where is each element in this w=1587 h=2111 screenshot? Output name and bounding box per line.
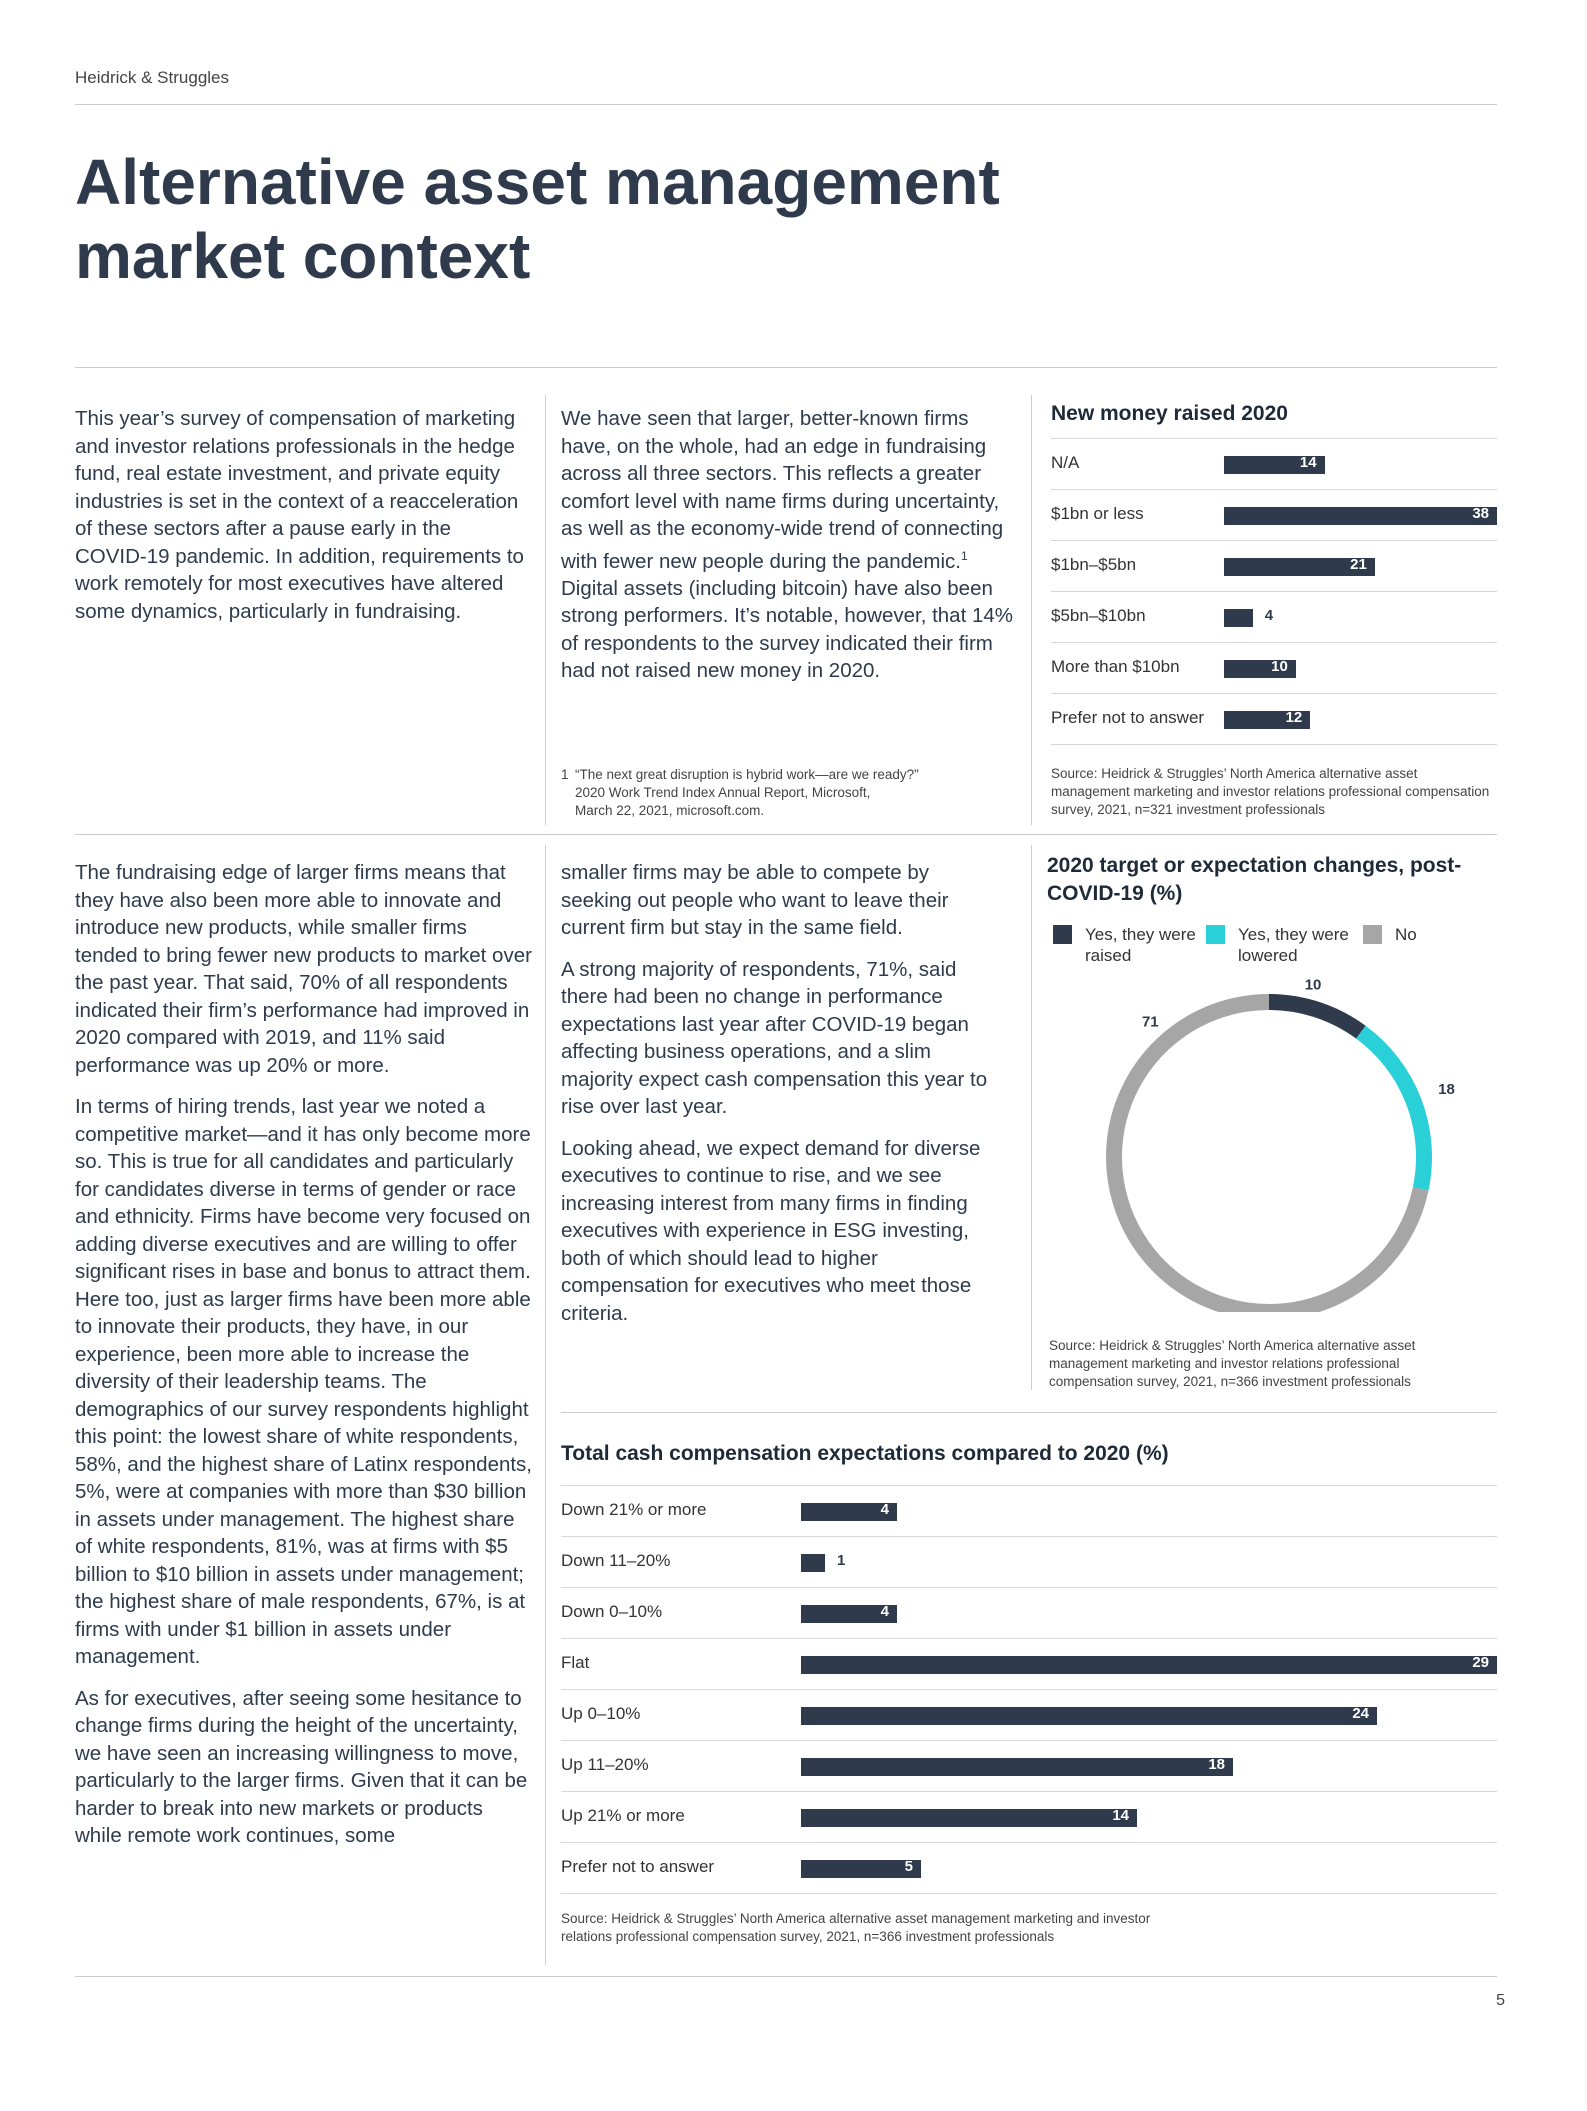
paragraph: smaller firms may be able to compete by seeking out people who want to leave their current firm but stay in the same field.: [561, 861, 949, 939]
donut-value-label: 18: [1438, 1081, 1455, 1099]
bar-row: [561, 1537, 1497, 1588]
section-divider-top: [75, 367, 1497, 368]
page-title: [75, 145, 1075, 293]
legend-swatch: [1206, 925, 1225, 944]
bar-row: [561, 1588, 1497, 1639]
bar-row: [1051, 643, 1497, 694]
bar-row: [561, 1639, 1497, 1690]
brand-name: Heidrick & Struggles: [75, 68, 230, 87]
bar-value: 21: [1350, 556, 1367, 573]
section-divider-middle: [75, 834, 1497, 835]
chart-title: New money raised 2020: [1051, 402, 1288, 425]
page-number: 5: [1496, 1992, 1505, 2009]
bar: [1224, 609, 1253, 627]
fundraising-paragraph: We have seen that larger, better-known firms have, on the whole, had an edge in fundraising across all three sectors. This reflects a greater comfort level with name firms during uncertainty, as well as the economy-wide trend of connecting with fewer new people during the pandemic.$^1$ Digital assets (including bitcoin) have also been strong performers. It’s notable, however, that 14% of respondents to the survey indicated their firm had not raised new money in 2020.: [561, 407, 1014, 683]
chart-source: Source: Heidrick & Struggles’ North America alternative asset management marketing and investor relations professional compensation survey, 2021, n=321 investment professionals: [1051, 766, 1490, 817]
paragraph: Looking ahead, we expect demand for diverse executives to continue to rise, and we see increasing interest from many firms in finding executives with experience in ESG investing, both of which should lead to higher compensation for executives who meet those criteria.: [561, 1136, 981, 1325]
footnote-number: 1: [561, 767, 569, 782]
bar-value: 10: [1271, 658, 1288, 675]
paragraph: As for executives, after seeing some hesitance to change firms during the height of the uncertainty, we have seen an increasing willingness to move, particularly to the larger firms. Given that it can be harder to break into new markets or products while remote work continues, some: [75, 1686, 528, 1847]
bar-label: Up 21% or more: [561, 1806, 685, 1825]
column-divider: [1031, 395, 1032, 825]
column-divider: [545, 395, 546, 825]
chart-source: Source: Heidrick & Struggles’ North America alternative asset management marketing and investor relations professional compensation survey, 2021, n=366 investment professionals: [1049, 1338, 1416, 1389]
header-divider: [75, 104, 1497, 105]
bar-row: [561, 1741, 1497, 1792]
bar-value: 24: [1352, 1705, 1369, 1722]
column-divider: [545, 845, 546, 1965]
legend-label: Yes, they were raised: [1085, 925, 1196, 965]
legend-item: [1206, 924, 1356, 974]
bar-row: [1051, 592, 1497, 643]
bar-label: Prefer not to answer: [1051, 708, 1205, 727]
bar-row: [561, 1486, 1497, 1537]
bar-label: Up 0–10%: [561, 1704, 641, 1723]
bar-value: 12: [1285, 709, 1303, 726]
donut-slice: [1361, 1032, 1424, 1189]
donut-slice: [1269, 1002, 1361, 1032]
bar-label: Down 21% or more: [561, 1500, 707, 1519]
bar-value: 4: [880, 1603, 889, 1620]
paragraph: In terms of hiring trends, last year we noted a competitive market—and it has only become more so. This is true for all candidates and particularly for candidates diverse in terms of gender or race and ethnicity. Firms have become very focused on adding diverse executives and are willing to offer significant rises in base and bonus to attract them. Here too, just as larger firms have been more able to innovate their products, they have, in our experience, been more able to increase the diversity of their leadership teams. The demographics of our survey respondents highlight this point: the lowest share of white respondents, 58%, and the highest share of Latinx respondents, 5%, were at companies with more than $30 billion in assets under management. The highest share of white respondents, 81%, was at firms with $5 billion to $10 billion in assets under management; the highest share of male respondents, 67%, is at firms with under $1 billion in assets under management.: [75, 1095, 533, 1668]
bar-value: 4: [880, 1501, 889, 1518]
bar-row: [561, 1843, 1497, 1894]
column-divider: [1031, 845, 1032, 1390]
legend-label: No: [1395, 925, 1417, 944]
intro-paragraph: This year’s survey of compensation of marketing and investor relations professionals in the hedge fund, real estate investment, and private equity industries is set in the context of a reacceleration of these sectors after a pause early in the COVID-19 pandemic. In addition, requirements to work remotely for most executives have altered some dynamics, particularly in fundraising.: [75, 407, 524, 623]
donut-value-label: 71: [1141, 1013, 1159, 1031]
chart-title: 2020 target or expectation changes, post-COVID-19 (%): [1047, 854, 1462, 905]
footnote-ref: 1: [961, 548, 968, 563]
footnote: 1 “The next great disruption is hybrid work—are we ready?” 2020 Work Trend Index Annual Report, Microsoft, March 22, 2021, microsoft.com.: [561, 767, 919, 818]
bar-label: Up 11–20%: [561, 1755, 649, 1774]
chart-source: Source: Heidrick & Struggles’ North America alternative asset management marketing and investor relations professional compensation survey, 2021, n=366 investment professionals: [561, 1911, 1151, 1944]
bar: [801, 1554, 825, 1572]
bar-row: [1051, 439, 1497, 490]
bar-row: [1051, 694, 1497, 745]
legend-item: [1053, 924, 1203, 974]
bar-label: Flat: [561, 1653, 590, 1672]
paragraph: The fundraising edge of larger firms means that they have also been more able to innovate and introduce new products, while smaller firms tended to bring fewer new products to market over the past year. That said, 70% of all respondents indicated their firm’s performance had improved in 2020 compared with 2019, and 11% said performance was up 20% or more.: [75, 861, 532, 1077]
bar-label: $1bn–$5bn: [1051, 555, 1137, 574]
bar-value: 29: [1472, 1654, 1489, 1671]
chart-divider: [561, 1412, 1497, 1413]
bar-row: [1051, 541, 1497, 592]
bar-value: 14: [1112, 1807, 1129, 1824]
bar-value: 38: [1472, 505, 1489, 522]
cash-comp-chart: [561, 1440, 1497, 1944]
bar-label: N/A: [1051, 453, 1080, 472]
bar-label: $5bn–$10bn: [1051, 606, 1146, 625]
hiring-trends-text: [75, 859, 535, 1864]
legend-swatch: [1053, 925, 1072, 944]
bar-label: Down 11–20%: [561, 1551, 671, 1570]
title-line-2: market context: [75, 220, 531, 292]
paragraph: A strong majority of respondents, 71%, said there had been no change in performance expectations last year after COVID-19 began affecting business operations, and a slim majority expect cash compensation this year to rise over last year.: [561, 957, 988, 1118]
new-money-chart: [1051, 400, 1497, 817]
expectations-text: [561, 859, 1001, 1341]
legend-swatch: [1363, 925, 1382, 944]
bar-row: [1051, 490, 1497, 541]
donut-chart: [1047, 972, 1497, 1312]
donut-value-label: 10: [1304, 976, 1322, 994]
bar-value: 14: [1299, 454, 1317, 471]
bar-label: More than $10bn: [1051, 657, 1180, 676]
bar-label: Prefer not to answer: [561, 1857, 715, 1876]
bar-label: Down 0–10%: [561, 1602, 663, 1621]
bar-value: 1: [837, 1552, 846, 1569]
bar-value: 5: [904, 1858, 913, 1875]
bar-value: 18: [1208, 1756, 1225, 1773]
legend-label: Yes, they were lowered: [1238, 925, 1349, 965]
bar-row: [561, 1690, 1497, 1741]
chart-title: Total cash compensation expectations compared to 2020 (%): [561, 1442, 1169, 1465]
expectation-changes-chart: [1047, 852, 1497, 1392]
legend-item: [1363, 924, 1513, 974]
footer-divider: [75, 1976, 1497, 1977]
bar-label: $1bn or less: [1051, 504, 1144, 523]
bar-row: [561, 1792, 1497, 1843]
title-line-1: Alternative asset management: [75, 146, 1000, 218]
bar-value: 4: [1264, 607, 1274, 624]
